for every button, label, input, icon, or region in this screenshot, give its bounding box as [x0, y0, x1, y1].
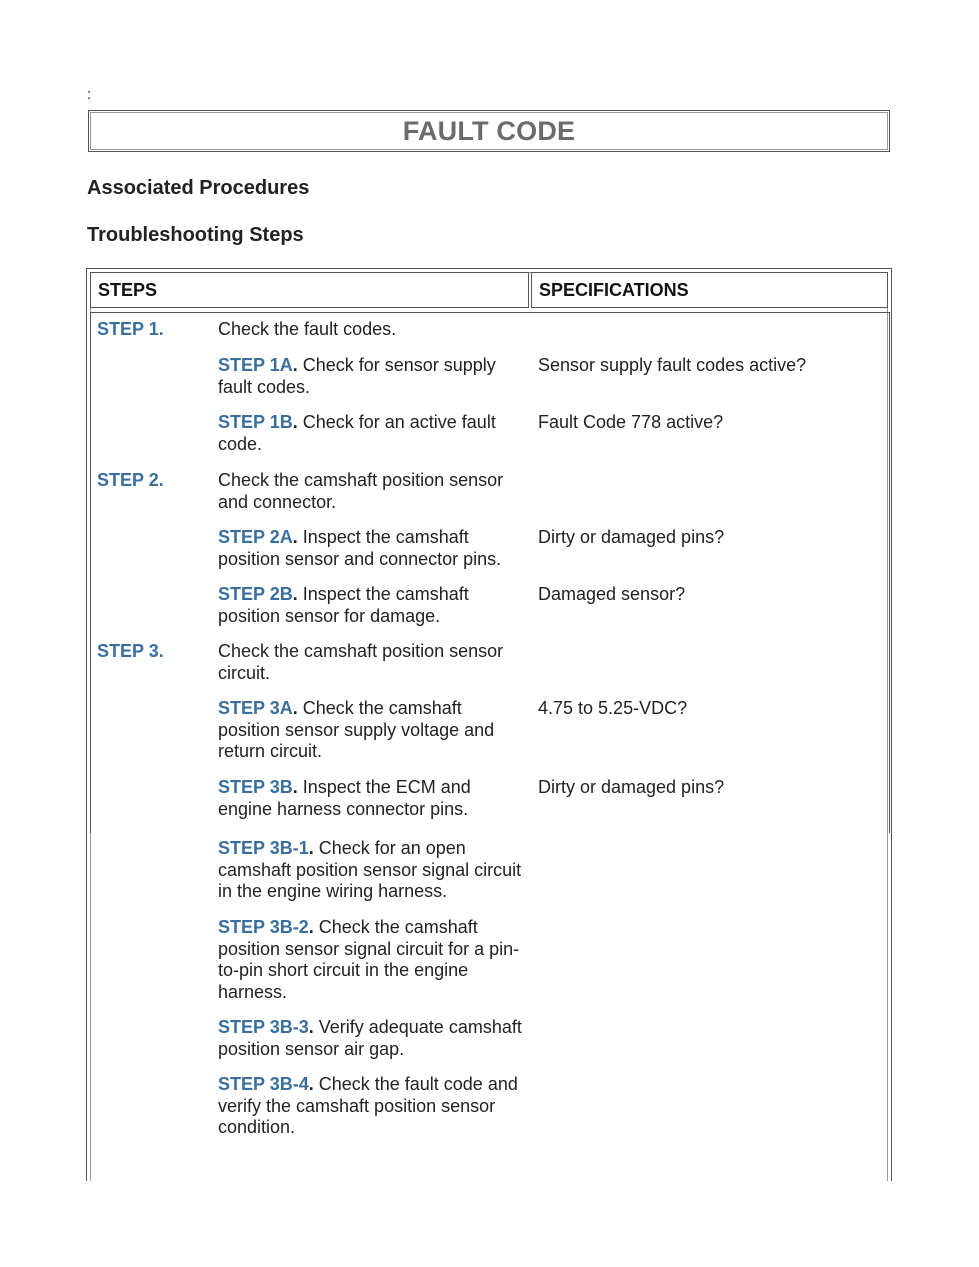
step-1b-separator: . [292, 412, 298, 432]
step-3b-1-separator: . [308, 838, 314, 858]
step-1-text: Check the fault codes. [218, 319, 397, 339]
step-3b-3 [218, 1017, 528, 1060]
step-2a-separator: . [292, 527, 298, 547]
step-2-label: STEP 2. [97, 470, 164, 490]
step-2a-label: STEP 2A [218, 527, 293, 547]
step-2a [218, 527, 528, 570]
step-3b-3-text: Verify adequate camshaft position sensor air gap. [218, 1017, 522, 1059]
column-header-specifications: SPECIFICATIONS [531, 272, 888, 308]
step-3b [218, 777, 528, 820]
step-3b-spec: Dirty or damaged pins? [538, 777, 725, 797]
step-3a-text: Check the camshaft position sensor supply voltage and return circuit. [218, 698, 495, 761]
step-3b-label: STEP 3B [218, 777, 293, 797]
step-2b-spec: Damaged sensor? [538, 584, 686, 604]
step-3b-separator: . [292, 777, 298, 797]
step-2a-spec: Dirty or damaged pins? [538, 527, 725, 547]
step-3-text: Check the camshaft position sensor circuit. [218, 641, 504, 683]
step-3b-4-separator: . [308, 1074, 314, 1094]
step-3a-spec: 4.75 to 5.25-VDC? [538, 698, 688, 718]
step-3a [218, 698, 528, 763]
step-3b-4-text: Check the fault code and verify the camshaft position sensor condition. [218, 1074, 518, 1137]
step-3b-text: Inspect the ECM and engine harness connector pins. [218, 777, 471, 819]
column-header-steps: STEPS [90, 272, 529, 308]
step-3b-3-separator: . [308, 1017, 314, 1037]
step-1b [218, 412, 528, 455]
step-1a-separator: . [292, 355, 298, 375]
step-3b-1 [218, 838, 528, 903]
step-3a-separator: . [292, 698, 298, 718]
step-1b-spec: Fault Code 778 active? [538, 412, 724, 432]
step-3-label: STEP 3. [97, 641, 164, 661]
step-3b-3-label: STEP 3B-3 [218, 1017, 309, 1037]
step-3a-label: STEP 3A [218, 698, 293, 718]
step-2b-text: Inspect the camshaft position sensor for damage. [218, 584, 469, 626]
associated-procedures-heading: Associated Procedures [87, 177, 310, 199]
page-colon: : [87, 86, 92, 103]
step-3b-2 [218, 917, 528, 1003]
step-3b-2-label: STEP 3B-2 [218, 917, 309, 937]
step-3b-1-text: Check for an open camshaft position sensor signal circuit in the engine wiring harness. [218, 838, 522, 901]
step-2b-separator: . [292, 584, 298, 604]
step-3b-4-label: STEP 3B-4 [218, 1074, 309, 1094]
page-title: FAULT CODE [402, 115, 576, 146]
step-1-label: STEP 1. [97, 319, 164, 339]
step-3b-2-separator: . [308, 917, 314, 937]
step-1a-spec: Sensor supply fault codes active? [538, 355, 807, 375]
step-2b [218, 584, 528, 627]
step-2-text: Check the camshaft position sensor and connector. [218, 470, 504, 512]
step-1b-text: Check for an active fault code. [218, 412, 496, 454]
step-2b-label: STEP 2B [218, 584, 293, 604]
step-1a-text: Check for sensor supply fault codes. [218, 355, 496, 397]
step-3b-4 [218, 1074, 528, 1139]
step-1a-label: STEP 1A [218, 355, 293, 375]
step-3b-2-text: Check the camshaft position sensor signal circuit for a pin-to-pin short circuit in the engine harness. [218, 917, 520, 1002]
step-2a-text: Inspect the camshaft position sensor and connector pins. [218, 527, 502, 569]
troubleshooting-steps-heading: Troubleshooting Steps [87, 224, 304, 246]
step-1b-label: STEP 1B [218, 412, 293, 432]
step-3b-1-label: STEP 3B-1 [218, 838, 309, 858]
step-1a [218, 355, 528, 398]
title-box [88, 110, 890, 152]
